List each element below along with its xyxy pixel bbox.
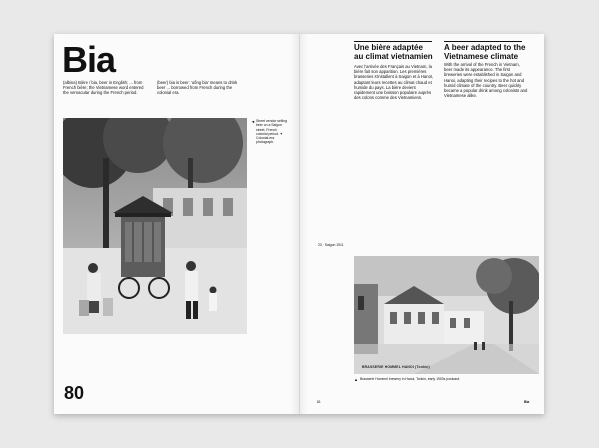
- right-photo-caption: Brasserie Hommel brewery in Hanoi, Tonkin, early 1900s postcard.: [360, 377, 461, 381]
- intro-column-2: (beer) bia is beer: 'uống bia' means to drink beer ... borrowed from French during the colonial era.: [157, 80, 238, 96]
- brewery-photo-illustration: [354, 256, 539, 374]
- photo-reference: 23 · Saigon 1911: [318, 243, 344, 247]
- book-spread: [54, 34, 544, 414]
- gutter: [299, 34, 300, 414]
- heading-rule-en: [444, 41, 522, 42]
- body-french: Avec l'arrivée des Français au Vietnam, la bière fait son apparition. Les premières brasseries s'installent à Saigon et à Hanoï, adaptant leurs recettes au climat chaud et humide du pays. La bière devient rapidement une boisson populaire auprès des colons comme des Vietnamiens.: [354, 64, 434, 101]
- page-number-left: 80: [64, 383, 85, 403]
- photo-print-label: BRASSERIE HOMMEL HANOI (Tonkin): [362, 365, 430, 369]
- intro-column-1: (albina) Bière / bia, beer in English; ... from French bière; the Vietnamese word entered the vernacular during the French period.: [63, 80, 144, 96]
- body-english: With the arrival of the French in Vietnam, beer made its appearance. The first breweries were established in Saigon and Hanoi, adapting their recipes to the hot and humid climate of the country. Beer quickly became a popular drink among colonists and Vietnamese alike.: [444, 62, 528, 99]
- folio-number: 81: [317, 400, 321, 404]
- page-title: Bia: [62, 39, 116, 80]
- heading-english: A beer adapted to the Vietnamese climate: [444, 43, 526, 61]
- folio-title: Bia: [524, 400, 530, 404]
- heading-rule-fr: [354, 41, 432, 42]
- right-caption-marker: ▲: [354, 377, 358, 382]
- heading-french: Une bière adaptée au climat vietnamien: [354, 43, 433, 61]
- right-photo: [354, 256, 539, 374]
- left-caption-marker: ◄: [251, 119, 255, 124]
- left-photo: [63, 118, 247, 334]
- vendor-photo-illustration: [63, 118, 247, 334]
- left-photo-caption: Street vendor selling beer on a Saigon street, French colonial period. ✦ Colonial-era photograph.: [256, 119, 287, 145]
